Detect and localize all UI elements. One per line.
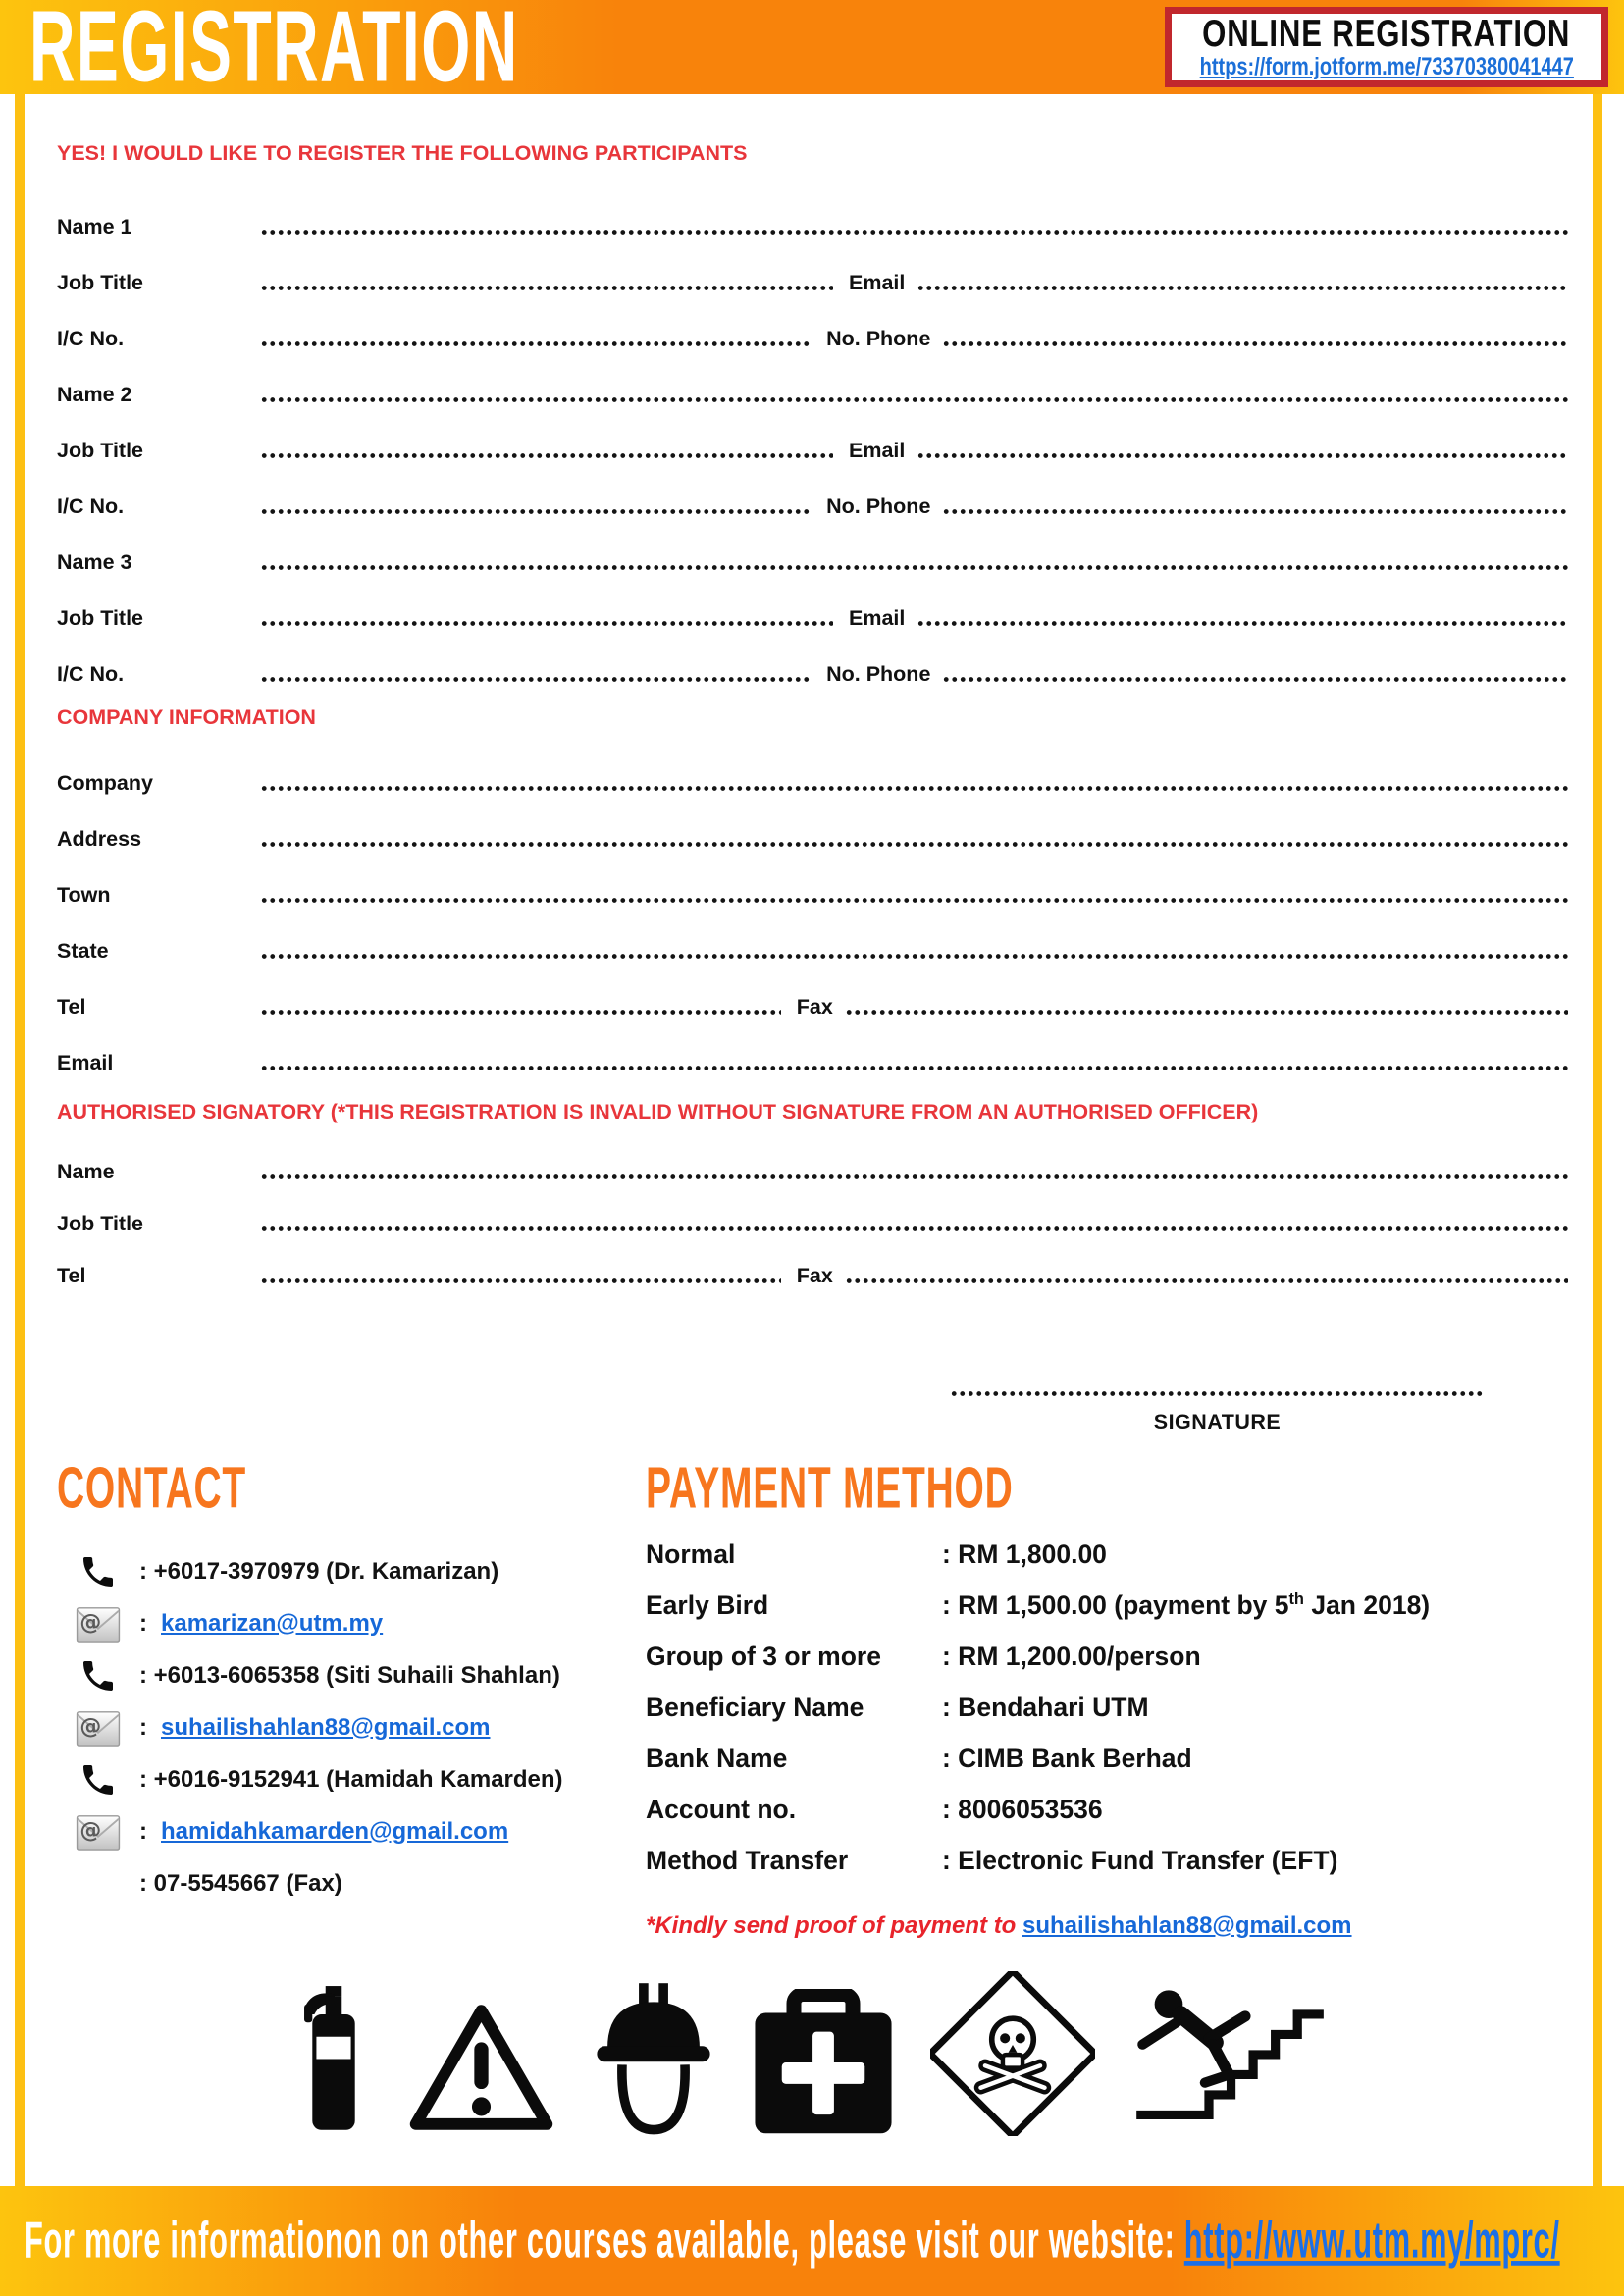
payment-label: Beneficiary Name — [646, 1693, 864, 1722]
bottom-columns — [57, 1455, 1568, 1940]
form-row-email — [57, 1019, 1568, 1075]
phone-icon — [71, 1656, 126, 1696]
payment-title-text: PAYMENT METHOD — [646, 1455, 1014, 1522]
form-row-sig-jobtitle — [57, 1184, 1568, 1236]
right-border-strip — [1593, 94, 1602, 2186]
dotted-line — [260, 563, 1568, 572]
slip-fall-stairs-icon — [1128, 1979, 1330, 2136]
field-label: Email — [849, 271, 906, 294]
payment-value: : RM 1,200.00/person — [942, 1642, 1201, 1671]
contact-email-link[interactable]: suhailishahlan88@gmail.com — [161, 1713, 491, 1741]
contact-email-colon: : — [139, 1817, 147, 1845]
form-content — [57, 94, 1568, 2136]
payment-note-text: *Kindly send proof of payment to — [646, 1912, 1023, 1939]
field-label: I/C No. — [57, 495, 125, 518]
svg-text:@: @ — [79, 1818, 102, 1844]
payment-row-earlybird — [646, 1591, 1568, 1642]
form-row-company — [57, 740, 1568, 796]
payment-note-link[interactable]: suhailishahlan88@gmail.com — [1022, 1912, 1352, 1939]
dotted-line — [260, 228, 1568, 236]
form-row-sig-name — [57, 1132, 1568, 1184]
dotted-line — [260, 1008, 781, 1017]
contact-fax-text: : 07-5545667 (Fax) — [139, 1869, 342, 1897]
phone-icon — [71, 1760, 126, 1800]
payment-row-normal — [646, 1539, 1568, 1591]
dotted-line — [917, 451, 1568, 460]
dotted-line — [260, 1173, 1568, 1181]
signature-block — [950, 1389, 1485, 1435]
payment-value-pre: : RM 1,500.00 (payment by 5 — [942, 1591, 1289, 1620]
dotted-line — [260, 896, 1568, 905]
envelope-icon — [71, 1708, 126, 1748]
payment-section — [646, 1455, 1568, 1940]
contact-item-phone1 — [71, 1545, 646, 1597]
envelope-icon — [71, 1812, 126, 1852]
dotted-line — [260, 784, 1568, 793]
field-label: Tel — [57, 995, 86, 1018]
field-label: Name 2 — [57, 383, 132, 406]
payment-label: Account no. — [646, 1795, 797, 1824]
contact-item-phone3 — [71, 1753, 646, 1805]
company-heading: COMPANY INFORMATION — [57, 705, 316, 729]
payment-label: Bank Name — [646, 1744, 788, 1773]
signatory-heading: AUTHORISED SIGNATORY (*THIS REGISTRATION IS INVALID WITHOUT SIGNATURE FROM AN AUTHORISED OFFICER) — [57, 1100, 1259, 1123]
dotted-line — [260, 395, 1568, 404]
header-band — [0, 0, 1624, 104]
first-aid-kit-icon — [750, 1989, 897, 2136]
payment-value: : Electronic Fund Transfer (EFT) — [942, 1846, 1338, 1875]
dotted-line — [260, 952, 1568, 961]
contact-email-colon: : — [139, 1713, 147, 1741]
form-row-town — [57, 852, 1568, 908]
signatory-rows — [57, 1132, 1568, 1288]
field-label: Address — [57, 827, 142, 851]
contact-phone-text: : +6016-9152941 (Hamidah Kamarden) — [139, 1765, 563, 1793]
form-row-tel-fax — [57, 964, 1568, 1019]
page-title-text: REGISTRATION — [29, 0, 519, 104]
contact-item-email1 — [71, 1597, 646, 1649]
contact-phone-text: : +6013-6065358 (Siti Suhaili Shahlan) — [139, 1661, 560, 1689]
participants-heading: YES! I WOULD LIKE TO REGISTER THE FOLLOWING PARTICIPANTS — [57, 141, 748, 165]
left-border-strip — [15, 94, 25, 2186]
payment-row-group — [646, 1642, 1568, 1693]
field-label: No. Phone — [826, 327, 931, 350]
contact-email-colon: : — [139, 1609, 147, 1637]
form-row-jobtitle1 — [57, 239, 1568, 295]
field-label: Job Title — [57, 606, 144, 630]
participants-rows — [57, 183, 1568, 687]
form-row-sig-tel-fax — [57, 1236, 1568, 1288]
svg-text:@: @ — [79, 1610, 102, 1636]
form-row-state — [57, 908, 1568, 964]
field-label: I/C No. — [57, 662, 125, 686]
online-registration-link[interactable]: https://form.jotform.me/73370380041447 — [1199, 53, 1574, 80]
warning-triangle-icon — [405, 1999, 557, 2136]
form-row-address — [57, 796, 1568, 852]
dotted-line — [260, 619, 833, 628]
dotted-line — [260, 1277, 781, 1285]
dotted-line — [260, 675, 811, 684]
field-label: Name — [57, 1160, 115, 1183]
payment-value: : 8006053536 — [942, 1795, 1103, 1824]
online-registration-box — [1165, 7, 1608, 87]
field-label: Email — [57, 1051, 114, 1074]
field-label: Town — [57, 883, 111, 907]
payment-value — [942, 1591, 1430, 1621]
dotted-line — [942, 675, 1568, 684]
safety-icons-row — [57, 1971, 1568, 2136]
poison-skull-icon — [930, 1971, 1095, 2136]
field-label: Company — [57, 771, 153, 795]
contact-email-link[interactable]: hamidahkamarden@gmail.com — [161, 1817, 509, 1845]
dotted-line — [260, 1064, 1568, 1072]
payment-label: Early Bird — [646, 1591, 769, 1620]
payment-note — [646, 1912, 1568, 1940]
dotted-line — [260, 284, 833, 292]
field-label: I/C No. — [57, 327, 125, 350]
contact-list — [71, 1545, 646, 1909]
field-label: Job Title — [57, 439, 144, 462]
contact-title — [57, 1455, 646, 1522]
contact-item-fax — [71, 1857, 646, 1909]
payment-value: : Bendahari UTM — [942, 1693, 1149, 1722]
contact-item-email3 — [71, 1805, 646, 1857]
payment-row-bank — [646, 1744, 1568, 1795]
footer-website-link[interactable]: http://www.utm.my/mprc/ — [1183, 2212, 1560, 2270]
dotted-line — [845, 1277, 1568, 1285]
field-label: Fax — [796, 995, 833, 1018]
signature-label: SIGNATURE — [1153, 1410, 1282, 1434]
payment-title — [646, 1455, 1568, 1522]
field-label: No. Phone — [826, 495, 931, 518]
form-row-jobtitle3 — [57, 575, 1568, 631]
payment-label: Method Transfer — [646, 1846, 849, 1875]
field-label: State — [57, 939, 109, 963]
payment-value: : RM 1,800.00 — [942, 1539, 1107, 1569]
dotted-line — [260, 840, 1568, 849]
payment-list — [646, 1539, 1568, 1897]
contact-phone-text: : +6017-3970979 (Dr. Kamarizan) — [139, 1557, 499, 1585]
form-row-icno1 — [57, 295, 1568, 351]
form-row-name2 — [57, 351, 1568, 407]
payment-row-method — [646, 1846, 1568, 1897]
dotted-line — [917, 619, 1568, 628]
svg-text:@: @ — [79, 1714, 102, 1740]
contact-section — [57, 1455, 646, 1940]
online-registration-title: ONLINE REGISTRATION — [1202, 13, 1571, 56]
field-label: Tel — [57, 1264, 86, 1287]
dotted-line — [260, 339, 811, 348]
contact-email-link[interactable]: kamarizan@utm.my — [161, 1609, 384, 1637]
payment-label: Normal — [646, 1539, 736, 1569]
footer-message: For more informationon on other courses available, please visit our website: — [25, 2212, 1184, 2270]
dotted-line — [845, 1008, 1568, 1017]
field-label: No. Phone — [826, 662, 931, 686]
field-label: Job Title — [57, 1212, 144, 1235]
company-rows — [57, 740, 1568, 1075]
field-label: Job Title — [57, 271, 144, 294]
footer-band — [0, 2186, 1624, 2296]
dotted-line — [942, 339, 1568, 348]
fire-extinguisher-icon — [295, 1984, 372, 2136]
payment-label: Group of 3 or more — [646, 1642, 881, 1671]
dotted-line — [942, 507, 1568, 516]
signature-dotted-line — [950, 1389, 1485, 1398]
payment-row-account — [646, 1795, 1568, 1846]
hard-hat-icon — [591, 1981, 716, 2136]
field-label: Email — [849, 439, 906, 462]
form-row-name3 — [57, 519, 1568, 575]
dotted-line — [917, 284, 1568, 292]
field-label: Name 1 — [57, 215, 132, 238]
contact-item-email2 — [71, 1701, 646, 1753]
form-row-icno2 — [57, 463, 1568, 519]
payment-value: : CIMB Bank Berhad — [942, 1744, 1192, 1773]
form-row-jobtitle2 — [57, 407, 1568, 463]
contact-title-text: CONTACT — [57, 1455, 246, 1522]
phone-icon — [71, 1552, 126, 1592]
page-title — [29, 0, 728, 104]
footer-text — [25, 2213, 1560, 2270]
payment-row-beneficiary — [646, 1693, 1568, 1744]
field-label: Fax — [796, 1264, 833, 1287]
payment-value-sup: th — [1288, 1591, 1304, 1609]
form-row-icno3 — [57, 631, 1568, 687]
form-row-name1 — [57, 183, 1568, 239]
dotted-line — [260, 507, 811, 516]
dotted-line — [260, 451, 833, 460]
dotted-line — [260, 1225, 1568, 1233]
field-label: Name 3 — [57, 550, 132, 574]
contact-item-phone2 — [71, 1649, 646, 1701]
field-label: Email — [849, 606, 906, 630]
payment-value-post: Jan 2018) — [1303, 1591, 1431, 1620]
envelope-icon — [71, 1604, 126, 1644]
